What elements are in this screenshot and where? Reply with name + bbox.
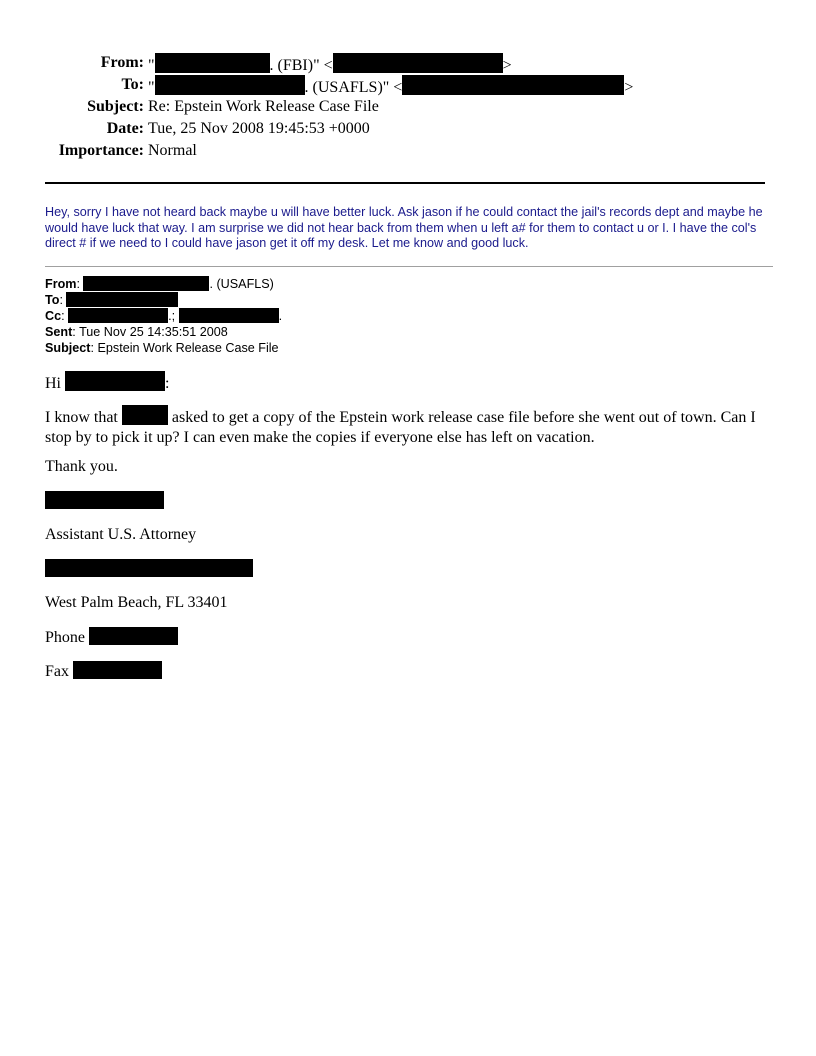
redaction-bar [179, 308, 279, 323]
fwd-cc-row: Cc: .; . [45, 309, 283, 323]
date-label: Date: [106, 120, 144, 137]
redaction-bar [83, 276, 209, 291]
redaction-bar [66, 292, 178, 307]
redaction-bar [122, 405, 168, 425]
redaction-bar [45, 559, 253, 577]
quote-divider [45, 266, 773, 267]
redaction-bar [65, 371, 165, 391]
signature-address [45, 559, 775, 580]
from-value: " . (FBI)" < > [148, 53, 512, 76]
signature-city: West Palm Beach, FL 33401 [45, 594, 228, 611]
fwd-from-row: From: . (USAFLS) [45, 277, 274, 291]
fwd-subject-label: Subject [45, 341, 91, 355]
fwd-cc-label: Cc [45, 309, 62, 323]
redaction-bar [45, 491, 164, 509]
signature-title: Assistant U.S. Attorney [45, 526, 197, 543]
redaction-bar [155, 53, 270, 73]
fwd-sent-label: Sent [45, 325, 73, 339]
fwd-subject-value: Epstein Work Release Case File [97, 341, 279, 355]
thanks-line: Thank you. [45, 458, 118, 475]
to-label: To: [121, 76, 144, 93]
date-value: Tue, 25 Nov 2008 19:45:53 +0000 [148, 120, 370, 137]
importance-value: Normal [148, 142, 197, 159]
to-value: " . (USAFLS)" < > [148, 75, 633, 98]
redaction-bar [155, 75, 305, 95]
subject-label: Subject: [87, 98, 144, 115]
reply-text: Hey, sorry I have not heard back maybe u will have better luck. Ask jason if he could contact the jail's records dept and maybe he would have luck that way. I am surprise we did not hear back from them when u left a# for them to contact u or I. I have the col's direct # if we need to I could have jason get it off my desk. Let me know and good luck. [45, 205, 763, 250]
header-divider [45, 182, 765, 184]
fwd-from-suffix: . (USAFLS) [209, 277, 274, 291]
redaction-bar [73, 661, 162, 679]
importance-label: Importance: [58, 142, 144, 159]
fwd-sent-row: Sent: Tue Nov 25 14:35:51 2008 [45, 325, 228, 339]
fwd-subject-row: Subject: Epstein Work Release Case File [45, 341, 279, 355]
redaction-bar [89, 627, 178, 645]
fwd-to-row: To: [45, 292, 178, 308]
greeting: Hi : [45, 371, 775, 394]
signature-phone: Phone [45, 627, 775, 648]
fwd-to-label: To [45, 293, 60, 307]
body-paragraph: I know that asked to get a copy of the Epstein work release case file before she went out of town. Can I stop by to pick it up? I can even make the copies if everyone else has left on vacation. [45, 405, 775, 448]
from-label: From: [100, 54, 144, 71]
fwd-from-label: From [45, 277, 77, 291]
subject-value: Re: Epstein Work Release Case File [148, 98, 379, 115]
signature-name [45, 491, 775, 512]
redaction-bar [333, 53, 503, 73]
fwd-sent-value: Tue Nov 25 14:35:51 2008 [79, 325, 228, 339]
redaction-bar [68, 308, 168, 323]
signature-fax: Fax [45, 661, 775, 682]
redaction-bar [402, 75, 624, 95]
